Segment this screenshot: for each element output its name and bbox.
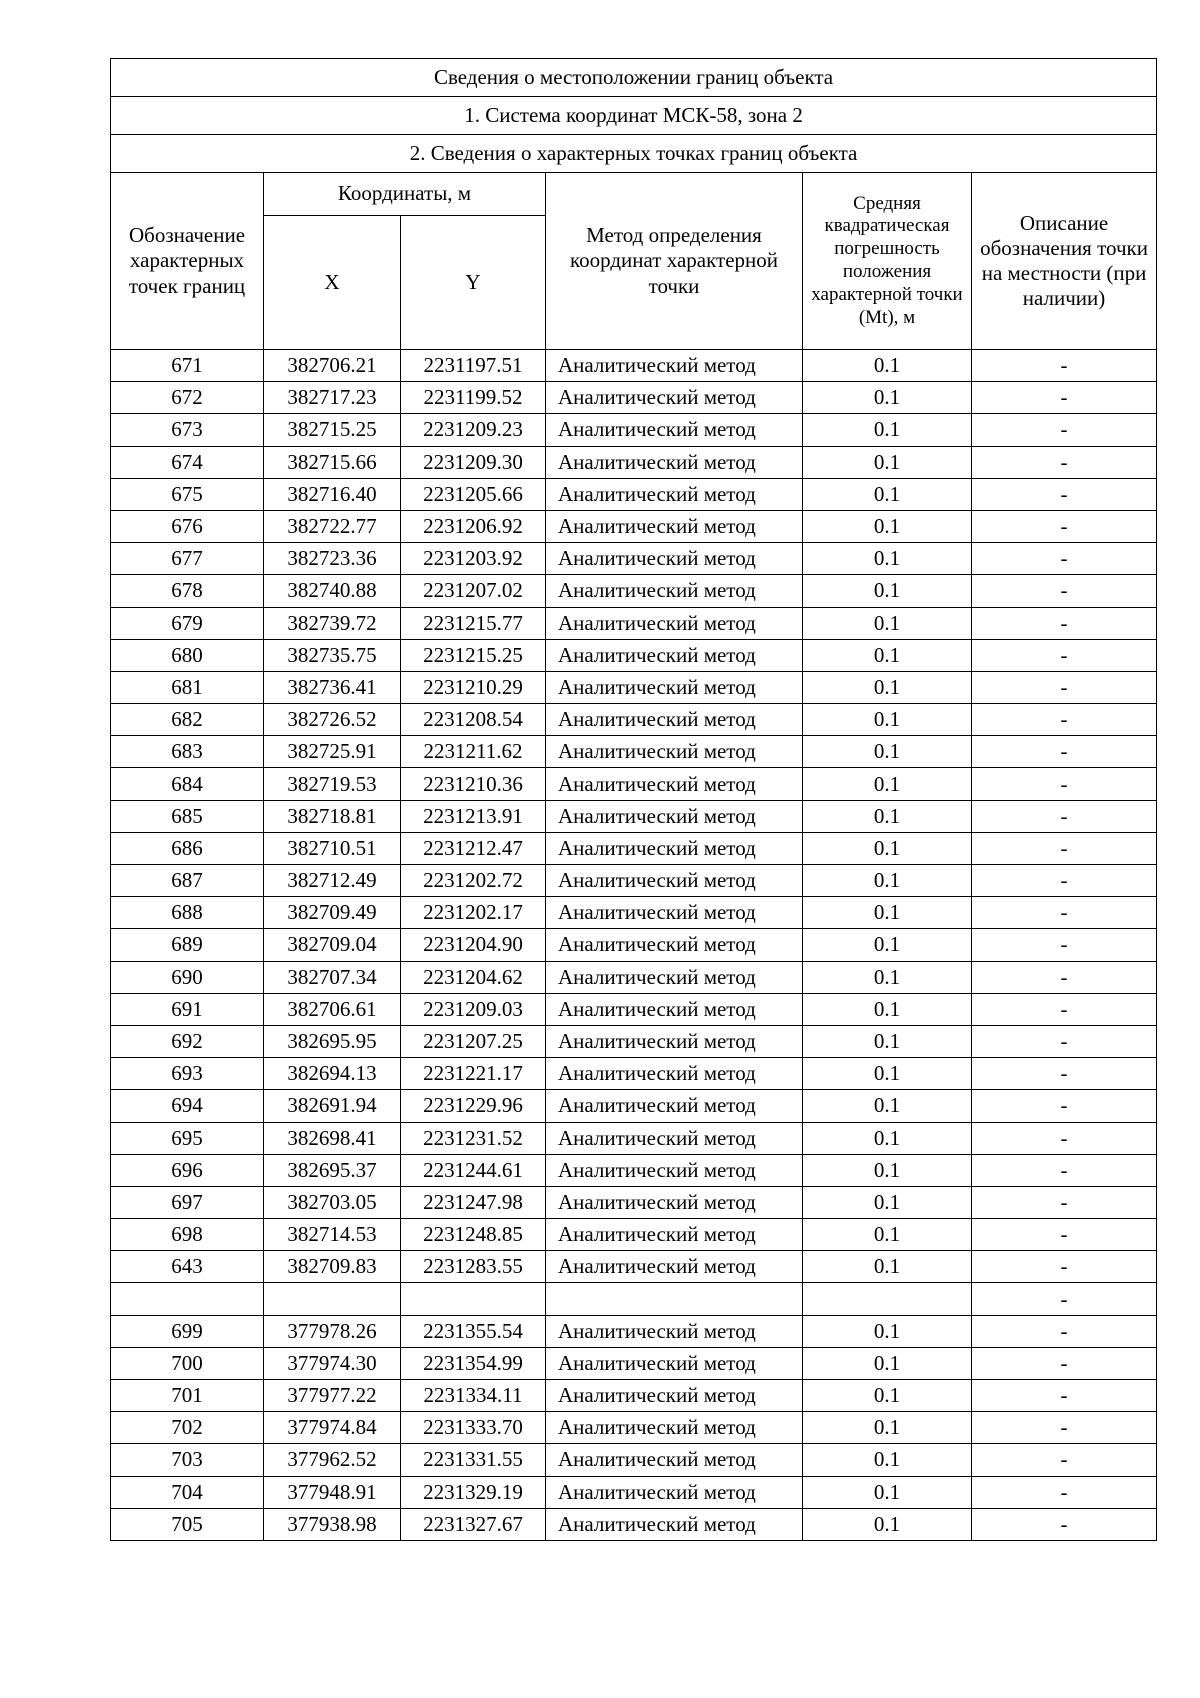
cell-description: - <box>972 1283 1157 1315</box>
table-row <box>111 865 1157 897</box>
cell-method: Аналитический метод <box>546 768 803 800</box>
cell-y: 2231209.30 <box>401 446 546 478</box>
cell-description: - <box>972 382 1157 414</box>
cell-mt: 0.1 <box>803 800 972 832</box>
cell-description: - <box>972 1380 1157 1412</box>
cell-point-id: 696 <box>111 1154 264 1186</box>
cell-mt: 0.1 <box>803 1186 972 1218</box>
header-method: Метод определения координат характерной точки <box>546 173 803 350</box>
table-row <box>111 510 1157 542</box>
cell-mt <box>803 1283 972 1315</box>
cell-method: Аналитический метод <box>546 1025 803 1057</box>
cell-method: Аналитический метод <box>546 993 803 1025</box>
cell-y: 2231229.96 <box>401 1090 546 1122</box>
cell-description: - <box>972 1219 1157 1251</box>
cell-x: 382735.75 <box>264 639 401 671</box>
cell-x: 382715.25 <box>264 414 401 446</box>
cell-description: - <box>972 929 1157 961</box>
cell-x: 377974.84 <box>264 1412 401 1444</box>
table-row <box>111 897 1157 929</box>
cell-point-id: 677 <box>111 543 264 575</box>
cell-method: Аналитический метод <box>546 800 803 832</box>
cell-method: Аналитический метод <box>546 446 803 478</box>
cell-method: Аналитический метод <box>546 1251 803 1283</box>
cell-x: 382719.53 <box>264 768 401 800</box>
cell-x: 382703.05 <box>264 1186 401 1218</box>
table-row <box>111 478 1157 510</box>
table-row <box>111 704 1157 736</box>
cell-x: 382695.95 <box>264 1025 401 1057</box>
cell-x: 382695.37 <box>264 1154 401 1186</box>
cell-x: 377974.30 <box>264 1347 401 1379</box>
header-coordinates: Координаты, м <box>264 173 546 216</box>
cell-y: 2231205.66 <box>401 478 546 510</box>
cell-x: 382726.52 <box>264 704 401 736</box>
cell-method: Аналитический метод <box>546 350 803 382</box>
table-row <box>111 1283 1157 1315</box>
cell-y: 2231327.67 <box>401 1508 546 1540</box>
table-row <box>111 993 1157 1025</box>
cell-x: 382725.91 <box>264 736 401 768</box>
cell-point-id: 705 <box>111 1508 264 1540</box>
cell-y: 2231331.55 <box>401 1444 546 1476</box>
cell-x: 377977.22 <box>264 1380 401 1412</box>
cell-mt: 0.1 <box>803 1508 972 1540</box>
cell-point-id: 697 <box>111 1186 264 1218</box>
table-row <box>111 639 1157 671</box>
cell-y: 2231215.25 <box>401 639 546 671</box>
cell-mt: 0.1 <box>803 1025 972 1057</box>
header-y: Y <box>401 216 546 350</box>
cell-point-id: 683 <box>111 736 264 768</box>
cell-mt: 0.1 <box>803 1315 972 1347</box>
cell-x: 382722.77 <box>264 510 401 542</box>
cell-point-id: 703 <box>111 1444 264 1476</box>
table-row <box>111 1508 1157 1540</box>
cell-point-id: 702 <box>111 1412 264 1444</box>
cell-method: Аналитический метод <box>546 1444 803 1476</box>
cell-mt: 0.1 <box>803 639 972 671</box>
cell-method: Аналитический метод <box>546 1186 803 1218</box>
cell-mt: 0.1 <box>803 510 972 542</box>
header-mean-square-error: Средняя квадратическая погрешность положения характерной точки (Mt), м <box>803 173 972 350</box>
cell-description: - <box>972 1347 1157 1379</box>
cell-method <box>546 1283 803 1315</box>
cell-point-id: 699 <box>111 1315 264 1347</box>
cell-mt: 0.1 <box>803 575 972 607</box>
cell-method: Аналитический метод <box>546 961 803 993</box>
cell-mt: 0.1 <box>803 671 972 703</box>
cell-point-id: 684 <box>111 768 264 800</box>
cell-description: - <box>972 832 1157 864</box>
cell-point-id: 678 <box>111 575 264 607</box>
cell-x: 382712.49 <box>264 865 401 897</box>
cell-point-id: 693 <box>111 1058 264 1090</box>
cell-y: 2231210.29 <box>401 671 546 703</box>
cell-description: - <box>972 768 1157 800</box>
cell-point-id: 700 <box>111 1347 264 1379</box>
cell-method: Аналитический метод <box>546 1508 803 1540</box>
cell-description: - <box>972 478 1157 510</box>
cell-point-id: 680 <box>111 639 264 671</box>
cell-description: - <box>972 510 1157 542</box>
cell-y: 2231283.55 <box>401 1251 546 1283</box>
table-row <box>111 961 1157 993</box>
cell-description: - <box>972 1412 1157 1444</box>
cell-x: 382707.34 <box>264 961 401 993</box>
cell-method: Аналитический метод <box>546 671 803 703</box>
cell-mt: 0.1 <box>803 1251 972 1283</box>
table-row <box>111 1444 1157 1476</box>
cell-point-id: 671 <box>111 350 264 382</box>
cell-method: Аналитический метод <box>546 1219 803 1251</box>
cell-x: 382717.23 <box>264 382 401 414</box>
cell-y: 2231215.77 <box>401 607 546 639</box>
cell-description: - <box>972 639 1157 671</box>
cell-y: 2231244.61 <box>401 1154 546 1186</box>
cell-description: - <box>972 704 1157 736</box>
cell-point-id: 679 <box>111 607 264 639</box>
cell-point-id: 643 <box>111 1251 264 1283</box>
cell-mt: 0.1 <box>803 1058 972 1090</box>
cell-point-id: 686 <box>111 832 264 864</box>
cell-description: - <box>972 414 1157 446</box>
cell-y: 2231248.85 <box>401 1219 546 1251</box>
cell-y: 2231247.98 <box>401 1186 546 1218</box>
cell-method: Аналитический метод <box>546 897 803 929</box>
table-row <box>111 1412 1157 1444</box>
cell-method: Аналитический метод <box>546 704 803 736</box>
cell-description: - <box>972 1476 1157 1508</box>
cell-x: 382714.53 <box>264 1219 401 1251</box>
table-row <box>111 607 1157 639</box>
cell-mt: 0.1 <box>803 1347 972 1379</box>
cell-method: Аналитический метод <box>546 1380 803 1412</box>
table-row <box>111 1251 1157 1283</box>
cell-method: Аналитический метод <box>546 736 803 768</box>
table-row <box>111 1025 1157 1057</box>
table-row <box>111 446 1157 478</box>
cell-mt: 0.1 <box>803 1412 972 1444</box>
table-row <box>111 1186 1157 1218</box>
cell-description: - <box>972 993 1157 1025</box>
table-row <box>111 1380 1157 1412</box>
table-row <box>111 382 1157 414</box>
cell-y: 2231204.62 <box>401 961 546 993</box>
cell-description: - <box>972 1025 1157 1057</box>
cell-mt: 0.1 <box>803 1122 972 1154</box>
cell-y: 2231212.47 <box>401 832 546 864</box>
cell-description: - <box>972 1315 1157 1347</box>
cell-mt: 0.1 <box>803 865 972 897</box>
cell-point-id <box>111 1283 264 1315</box>
cell-y: 2231207.02 <box>401 575 546 607</box>
cell-y: 2231208.54 <box>401 704 546 736</box>
cell-point-id: 673 <box>111 414 264 446</box>
cell-x: 382709.49 <box>264 897 401 929</box>
cell-point-id: 690 <box>111 961 264 993</box>
cell-point-id: 685 <box>111 800 264 832</box>
cell-x: 382739.72 <box>264 607 401 639</box>
cell-x: 382740.88 <box>264 575 401 607</box>
cell-method: Аналитический метод <box>546 543 803 575</box>
cell-method: Аналитический метод <box>546 1090 803 1122</box>
cell-mt: 0.1 <box>803 478 972 510</box>
cell-x: 377978.26 <box>264 1315 401 1347</box>
cell-description: - <box>972 1058 1157 1090</box>
cell-point-id: 682 <box>111 704 264 736</box>
cell-mt: 0.1 <box>803 1444 972 1476</box>
table-row <box>111 768 1157 800</box>
cell-x: 382723.36 <box>264 543 401 575</box>
table-row <box>111 350 1157 382</box>
cell-method: Аналитический метод <box>546 382 803 414</box>
cell-mt: 0.1 <box>803 993 972 1025</box>
cell-x: 382709.04 <box>264 929 401 961</box>
points-section-title: 2. Сведения о характерных точках границ объекта <box>111 135 1157 173</box>
cell-mt: 0.1 <box>803 607 972 639</box>
cell-mt: 0.1 <box>803 768 972 800</box>
cell-method: Аналитический метод <box>546 1058 803 1090</box>
cell-description: - <box>972 446 1157 478</box>
cell-method: Аналитический метод <box>546 639 803 671</box>
cell-description: - <box>972 607 1157 639</box>
table-title: Сведения о местоположении границ объекта <box>111 59 1157 97</box>
cell-y: 2231209.03 <box>401 993 546 1025</box>
cell-method: Аналитический метод <box>546 832 803 864</box>
cell-y <box>401 1283 546 1315</box>
cell-mt: 0.1 <box>803 350 972 382</box>
cell-x: 382718.81 <box>264 800 401 832</box>
cell-description: - <box>972 736 1157 768</box>
cell-point-id: 701 <box>111 1380 264 1412</box>
cell-description: - <box>972 1444 1157 1476</box>
cell-point-id: 676 <box>111 510 264 542</box>
boundary-points-table <box>110 58 1157 1541</box>
header-x: X <box>264 216 401 350</box>
cell-method: Аналитический метод <box>546 1412 803 1444</box>
cell-point-id: 675 <box>111 478 264 510</box>
cell-point-id: 689 <box>111 929 264 961</box>
cell-x: 382698.41 <box>264 1122 401 1154</box>
table-row <box>111 1058 1157 1090</box>
table-row <box>111 671 1157 703</box>
cell-method: Аналитический метод <box>546 865 803 897</box>
cell-mt: 0.1 <box>803 414 972 446</box>
cell-x: 382715.66 <box>264 446 401 478</box>
cell-description: - <box>972 1186 1157 1218</box>
table-row <box>111 575 1157 607</box>
cell-method: Аналитический метод <box>546 1154 803 1186</box>
cell-description: - <box>972 897 1157 929</box>
table-row <box>111 414 1157 446</box>
cell-point-id: 672 <box>111 382 264 414</box>
cell-y: 2231333.70 <box>401 1412 546 1444</box>
table-row <box>111 1476 1157 1508</box>
cell-method: Аналитический метод <box>546 1122 803 1154</box>
cell-mt: 0.1 <box>803 961 972 993</box>
cell-description: - <box>972 961 1157 993</box>
cell-y: 2231329.19 <box>401 1476 546 1508</box>
cell-mt: 0.1 <box>803 897 972 929</box>
table-row <box>111 832 1157 864</box>
cell-y: 2231206.92 <box>401 510 546 542</box>
cell-description: - <box>972 1508 1157 1540</box>
cell-method: Аналитический метод <box>546 1476 803 1508</box>
cell-point-id: 687 <box>111 865 264 897</box>
cell-y: 2231202.17 <box>401 897 546 929</box>
cell-y: 2231211.62 <box>401 736 546 768</box>
table-row <box>111 1315 1157 1347</box>
cell-mt: 0.1 <box>803 543 972 575</box>
header-description: Описание обозначения точки на местности (при наличии) <box>972 173 1157 350</box>
cell-y: 2231355.54 <box>401 1315 546 1347</box>
table-row <box>111 929 1157 961</box>
cell-mt: 0.1 <box>803 382 972 414</box>
cell-description: - <box>972 865 1157 897</box>
table-row <box>111 1090 1157 1122</box>
cell-y: 2231204.90 <box>401 929 546 961</box>
cell-x: 382706.61 <box>264 993 401 1025</box>
cell-description: - <box>972 800 1157 832</box>
cell-y: 2231334.11 <box>401 1380 546 1412</box>
cell-mt: 0.1 <box>803 736 972 768</box>
cell-mt: 0.1 <box>803 832 972 864</box>
cell-x: 377938.98 <box>264 1508 401 1540</box>
cell-x: 382706.21 <box>264 350 401 382</box>
cell-point-id: 694 <box>111 1090 264 1122</box>
cell-y: 2231197.51 <box>401 350 546 382</box>
cell-description: - <box>972 1090 1157 1122</box>
cell-y: 2231210.36 <box>401 768 546 800</box>
cell-x: 382710.51 <box>264 832 401 864</box>
cell-y: 2231213.91 <box>401 800 546 832</box>
cell-y: 2231202.72 <box>401 865 546 897</box>
cell-point-id: 674 <box>111 446 264 478</box>
coordinate-system-title: 1. Система координат МСК-58, зона 2 <box>111 97 1157 135</box>
table-row <box>111 1154 1157 1186</box>
cell-x: 382716.40 <box>264 478 401 510</box>
cell-description: - <box>972 1122 1157 1154</box>
cell-description: - <box>972 575 1157 607</box>
cell-point-id: 692 <box>111 1025 264 1057</box>
cell-x: 382691.94 <box>264 1090 401 1122</box>
cell-x <box>264 1283 401 1315</box>
cell-description: - <box>972 1154 1157 1186</box>
cell-y: 2231199.52 <box>401 382 546 414</box>
cell-y: 2231231.52 <box>401 1122 546 1154</box>
cell-mt: 0.1 <box>803 929 972 961</box>
cell-x: 382736.41 <box>264 671 401 703</box>
cell-point-id: 695 <box>111 1122 264 1154</box>
cell-x: 382709.83 <box>264 1251 401 1283</box>
cell-y: 2231207.25 <box>401 1025 546 1057</box>
cell-point-id: 688 <box>111 897 264 929</box>
cell-y: 2231203.92 <box>401 543 546 575</box>
cell-x: 377962.52 <box>264 1444 401 1476</box>
cell-method: Аналитический метод <box>546 510 803 542</box>
cell-y: 2231221.17 <box>401 1058 546 1090</box>
cell-method: Аналитический метод <box>546 929 803 961</box>
cell-point-id: 698 <box>111 1219 264 1251</box>
cell-point-id: 704 <box>111 1476 264 1508</box>
cell-method: Аналитический метод <box>546 607 803 639</box>
cell-y: 2231209.23 <box>401 414 546 446</box>
table-row <box>111 543 1157 575</box>
cell-method: Аналитический метод <box>546 414 803 446</box>
cell-description: - <box>972 671 1157 703</box>
cell-mt: 0.1 <box>803 1219 972 1251</box>
cell-mt: 0.1 <box>803 704 972 736</box>
table-row <box>111 736 1157 768</box>
cell-mt: 0.1 <box>803 1476 972 1508</box>
cell-method: Аналитический метод <box>546 575 803 607</box>
table-row <box>111 1122 1157 1154</box>
cell-x: 382694.13 <box>264 1058 401 1090</box>
cell-mt: 0.1 <box>803 446 972 478</box>
cell-description: - <box>972 350 1157 382</box>
cell-method: Аналитический метод <box>546 478 803 510</box>
cell-mt: 0.1 <box>803 1090 972 1122</box>
table-row <box>111 1219 1157 1251</box>
cell-method: Аналитический метод <box>546 1315 803 1347</box>
cell-x: 377948.91 <box>264 1476 401 1508</box>
table-row <box>111 800 1157 832</box>
cell-description: - <box>972 543 1157 575</box>
cell-mt: 0.1 <box>803 1380 972 1412</box>
cell-method: Аналитический метод <box>546 1347 803 1379</box>
cell-mt: 0.1 <box>803 1154 972 1186</box>
cell-point-id: 691 <box>111 993 264 1025</box>
cell-point-id: 681 <box>111 671 264 703</box>
cell-description: - <box>972 1251 1157 1283</box>
table-row <box>111 1347 1157 1379</box>
header-point-designation: Обозначение характерных точек границ <box>111 173 264 350</box>
cell-y: 2231354.99 <box>401 1347 546 1379</box>
